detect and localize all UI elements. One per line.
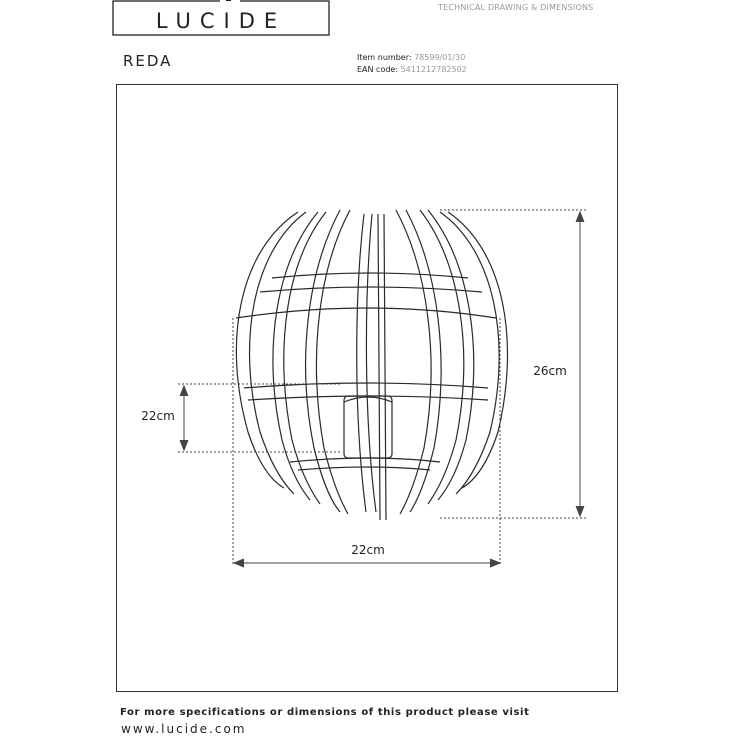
item-number-row xyxy=(357,53,465,62)
ean-label: EAN code: xyxy=(357,65,399,74)
width-dimension-label: 22cm xyxy=(351,543,385,557)
footer-info: For more specifications or dimensions of this product please visit xyxy=(120,707,530,718)
cage-ring-top xyxy=(272,273,468,278)
technical-drawing xyxy=(116,84,618,692)
product-name: REDA xyxy=(123,52,173,70)
header-tagline: TECHNICAL DRAWING & DIMENSIONS xyxy=(438,3,594,12)
item-number-value: 78599/01/30 xyxy=(414,53,466,62)
footer-url[interactable]: www.lucide.com xyxy=(121,722,247,736)
lamp-cage xyxy=(236,210,508,520)
base-dimension-label: 22cm xyxy=(141,409,175,423)
height-dimension-label: 26cm xyxy=(533,364,567,378)
logo-text: LUCIDE xyxy=(155,9,287,33)
item-number-label: Item number: xyxy=(357,53,412,62)
ean-row xyxy=(357,65,467,74)
brand-logo xyxy=(112,0,330,36)
ean-value: 5411212782502 xyxy=(400,65,467,74)
